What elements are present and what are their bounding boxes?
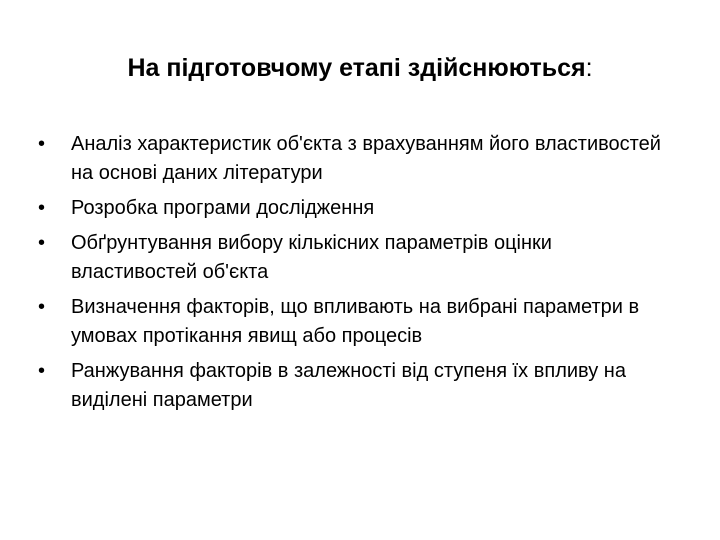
bullet-text: Ранжування факторів в залежності від ступеня їх впливу на виділені параметри <box>71 360 626 411</box>
bullet-icon: • <box>38 197 46 219</box>
bullet-icon: • <box>38 296 46 318</box>
bullet-item <box>38 357 678 415</box>
bullet-icon: • <box>38 133 46 155</box>
bullet-text: Аналіз характеристик об'єкта з врахуванням його властивостей на основі даних літератури <box>71 133 661 184</box>
bullet-text: Розробка програми дослідження <box>71 197 375 219</box>
bullet-item <box>38 229 678 287</box>
bullet-list <box>38 130 678 421</box>
bullet-text: Визначення факторів, що впливають на вибрані параметри в умовах протікання явищ або процесів <box>71 296 640 347</box>
bullet-item <box>38 130 678 188</box>
bullet-icon: • <box>38 232 46 254</box>
bullet-item <box>38 293 678 351</box>
bullet-item <box>38 194 678 223</box>
slide-title-suffix: : <box>585 54 593 82</box>
slide-title <box>0 52 720 84</box>
slide-title-text: На підготовчому етапі здійснюються <box>127 54 586 82</box>
bullet-icon: • <box>38 360 46 382</box>
bullet-text: Обґрунтування вибору кількісних параметрів оцінки властивостей об'єкта <box>71 232 552 283</box>
